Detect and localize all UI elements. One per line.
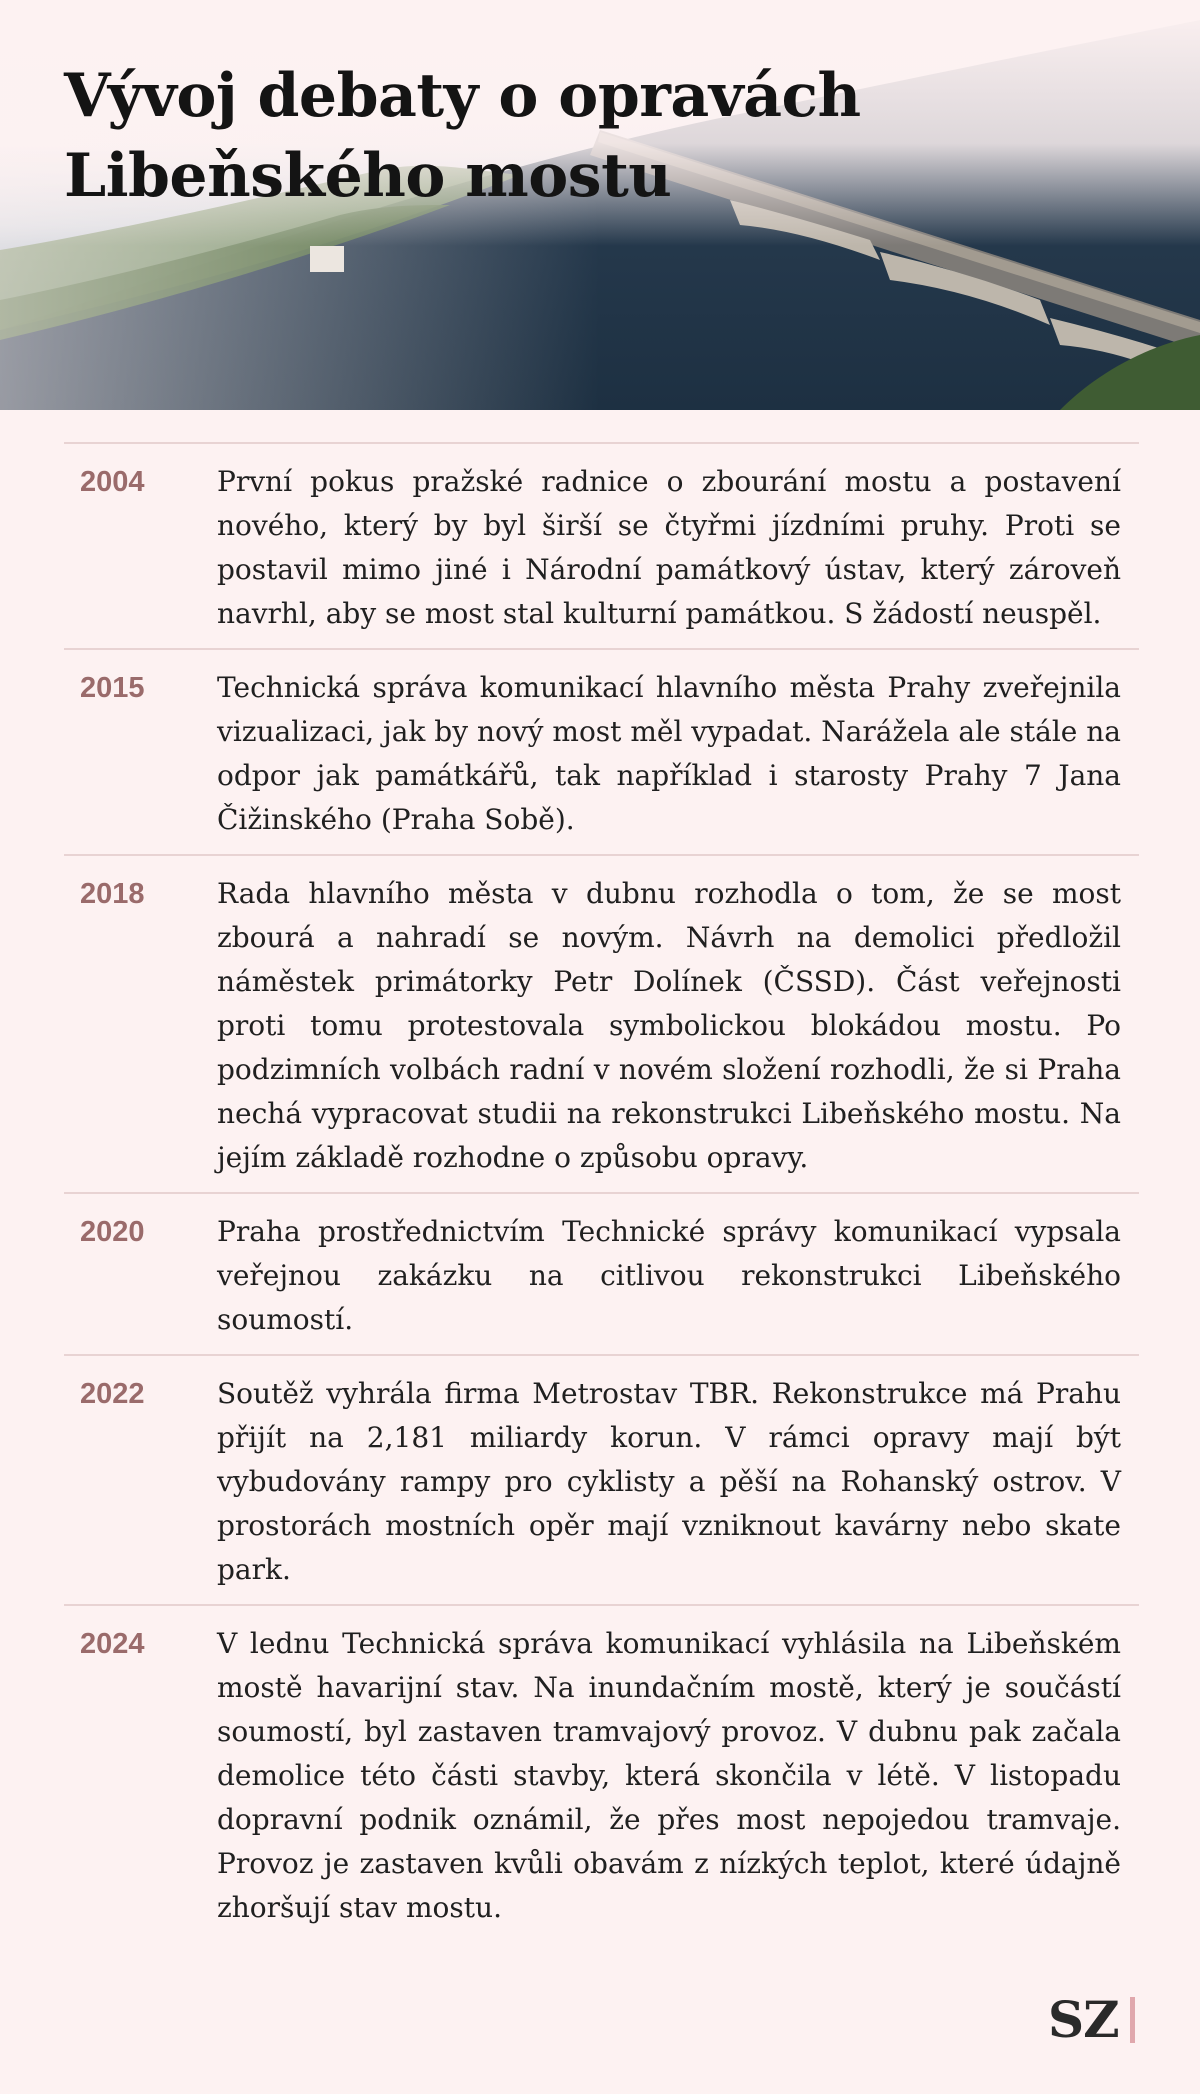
logo-accent-bar <box>1130 1997 1135 2043</box>
timeline-text: Technická správa komunikací hlavního města Prahy zveřejnila vizualizaci, jak by nový most měl vypadat. Narážela ale stále na odpor jak památkářů, tak například i starosty Prahy 7 Jana Čižinského (Praha Sobě). <box>217 671 1121 836</box>
sz-logo: SZ <box>1048 1990 1119 2049</box>
timeline-entry <box>64 442 1139 648</box>
timeline-text: V lednu Technická správa komunikací vyhlásila na Libeňském mostě havarijní stav. Na inundačním mostě, který je součástí soumostí, byl zastaven tramvajový provoz. V dubnu pak začala demolice této části stavby, která skončila v létě. V listopadu dopravní podnik oznámil, že přes most nepojedou tramvaje. Provoz je zastaven kvůli obavám z nízkých teplot, které údajně zhoršují stav mostu. <box>217 1627 1121 1924</box>
timeline-text: První pokus pražské radnice o zbourání mostu a postavení nového, který by byl širší se čtyřmi jízdními pruhy. Proti se postavil mimo jiné i Národní památkový ústav, který zároveň navrhl, aby se most stal kulturní památkou. S žádostí neuspěl. <box>217 465 1121 630</box>
timeline-year: 2020 <box>80 1216 145 1248</box>
timeline-year: 2024 <box>80 1628 145 1660</box>
timeline-text: Soutěž vyhrála firma Metrostav TBR. Rekonstrukce má Prahu přijít na 2,181 miliardy korun. V rámci opravy mají být vybudovány rampy pro cyklisty a pěší na Rohanský ostrov. V prostorách mostních opěr mají vzniknout kavárny nebo skate park. <box>217 1377 1121 1586</box>
timeline-entry <box>64 1354 1139 1604</box>
timeline-year: 2018 <box>80 878 145 910</box>
timeline-year: 2004 <box>80 466 145 498</box>
timeline-year: 2022 <box>80 1378 145 1410</box>
timeline-text: Praha prostřednictvím Technické správy komunikací vypsala veřejnou zakázku na citlivou rekonstrukci Libeňského soumostí. <box>217 1215 1121 1336</box>
timeline-entry <box>64 648 1139 854</box>
hero-bridge-photo <box>0 0 1200 410</box>
page-title: Vývoj debaty o opravách Libeňského mostu <box>64 61 861 211</box>
timeline <box>64 442 1139 1942</box>
timeline-entry <box>64 1604 1139 1942</box>
timeline-entry <box>64 854 1139 1192</box>
timeline-entry <box>64 1192 1139 1354</box>
timeline-text: Rada hlavního města v dubnu rozhodla o tom, že se most zbourá a nahradí se novým. Návrh na demolici předložil náměstek primátorky Petr Dolínek (ČSSD). Část veřejnosti proti tomu protestovala symbolickou blokádou mostu. Po podzimních volbách radní v novém složení rozhodli, že si Praha nechá vypracovat studii na rekonstrukci Libeňského mostu. Na jejím základě rozhodne o způsobu opravy. <box>217 877 1121 1174</box>
timeline-year: 2015 <box>80 672 145 704</box>
